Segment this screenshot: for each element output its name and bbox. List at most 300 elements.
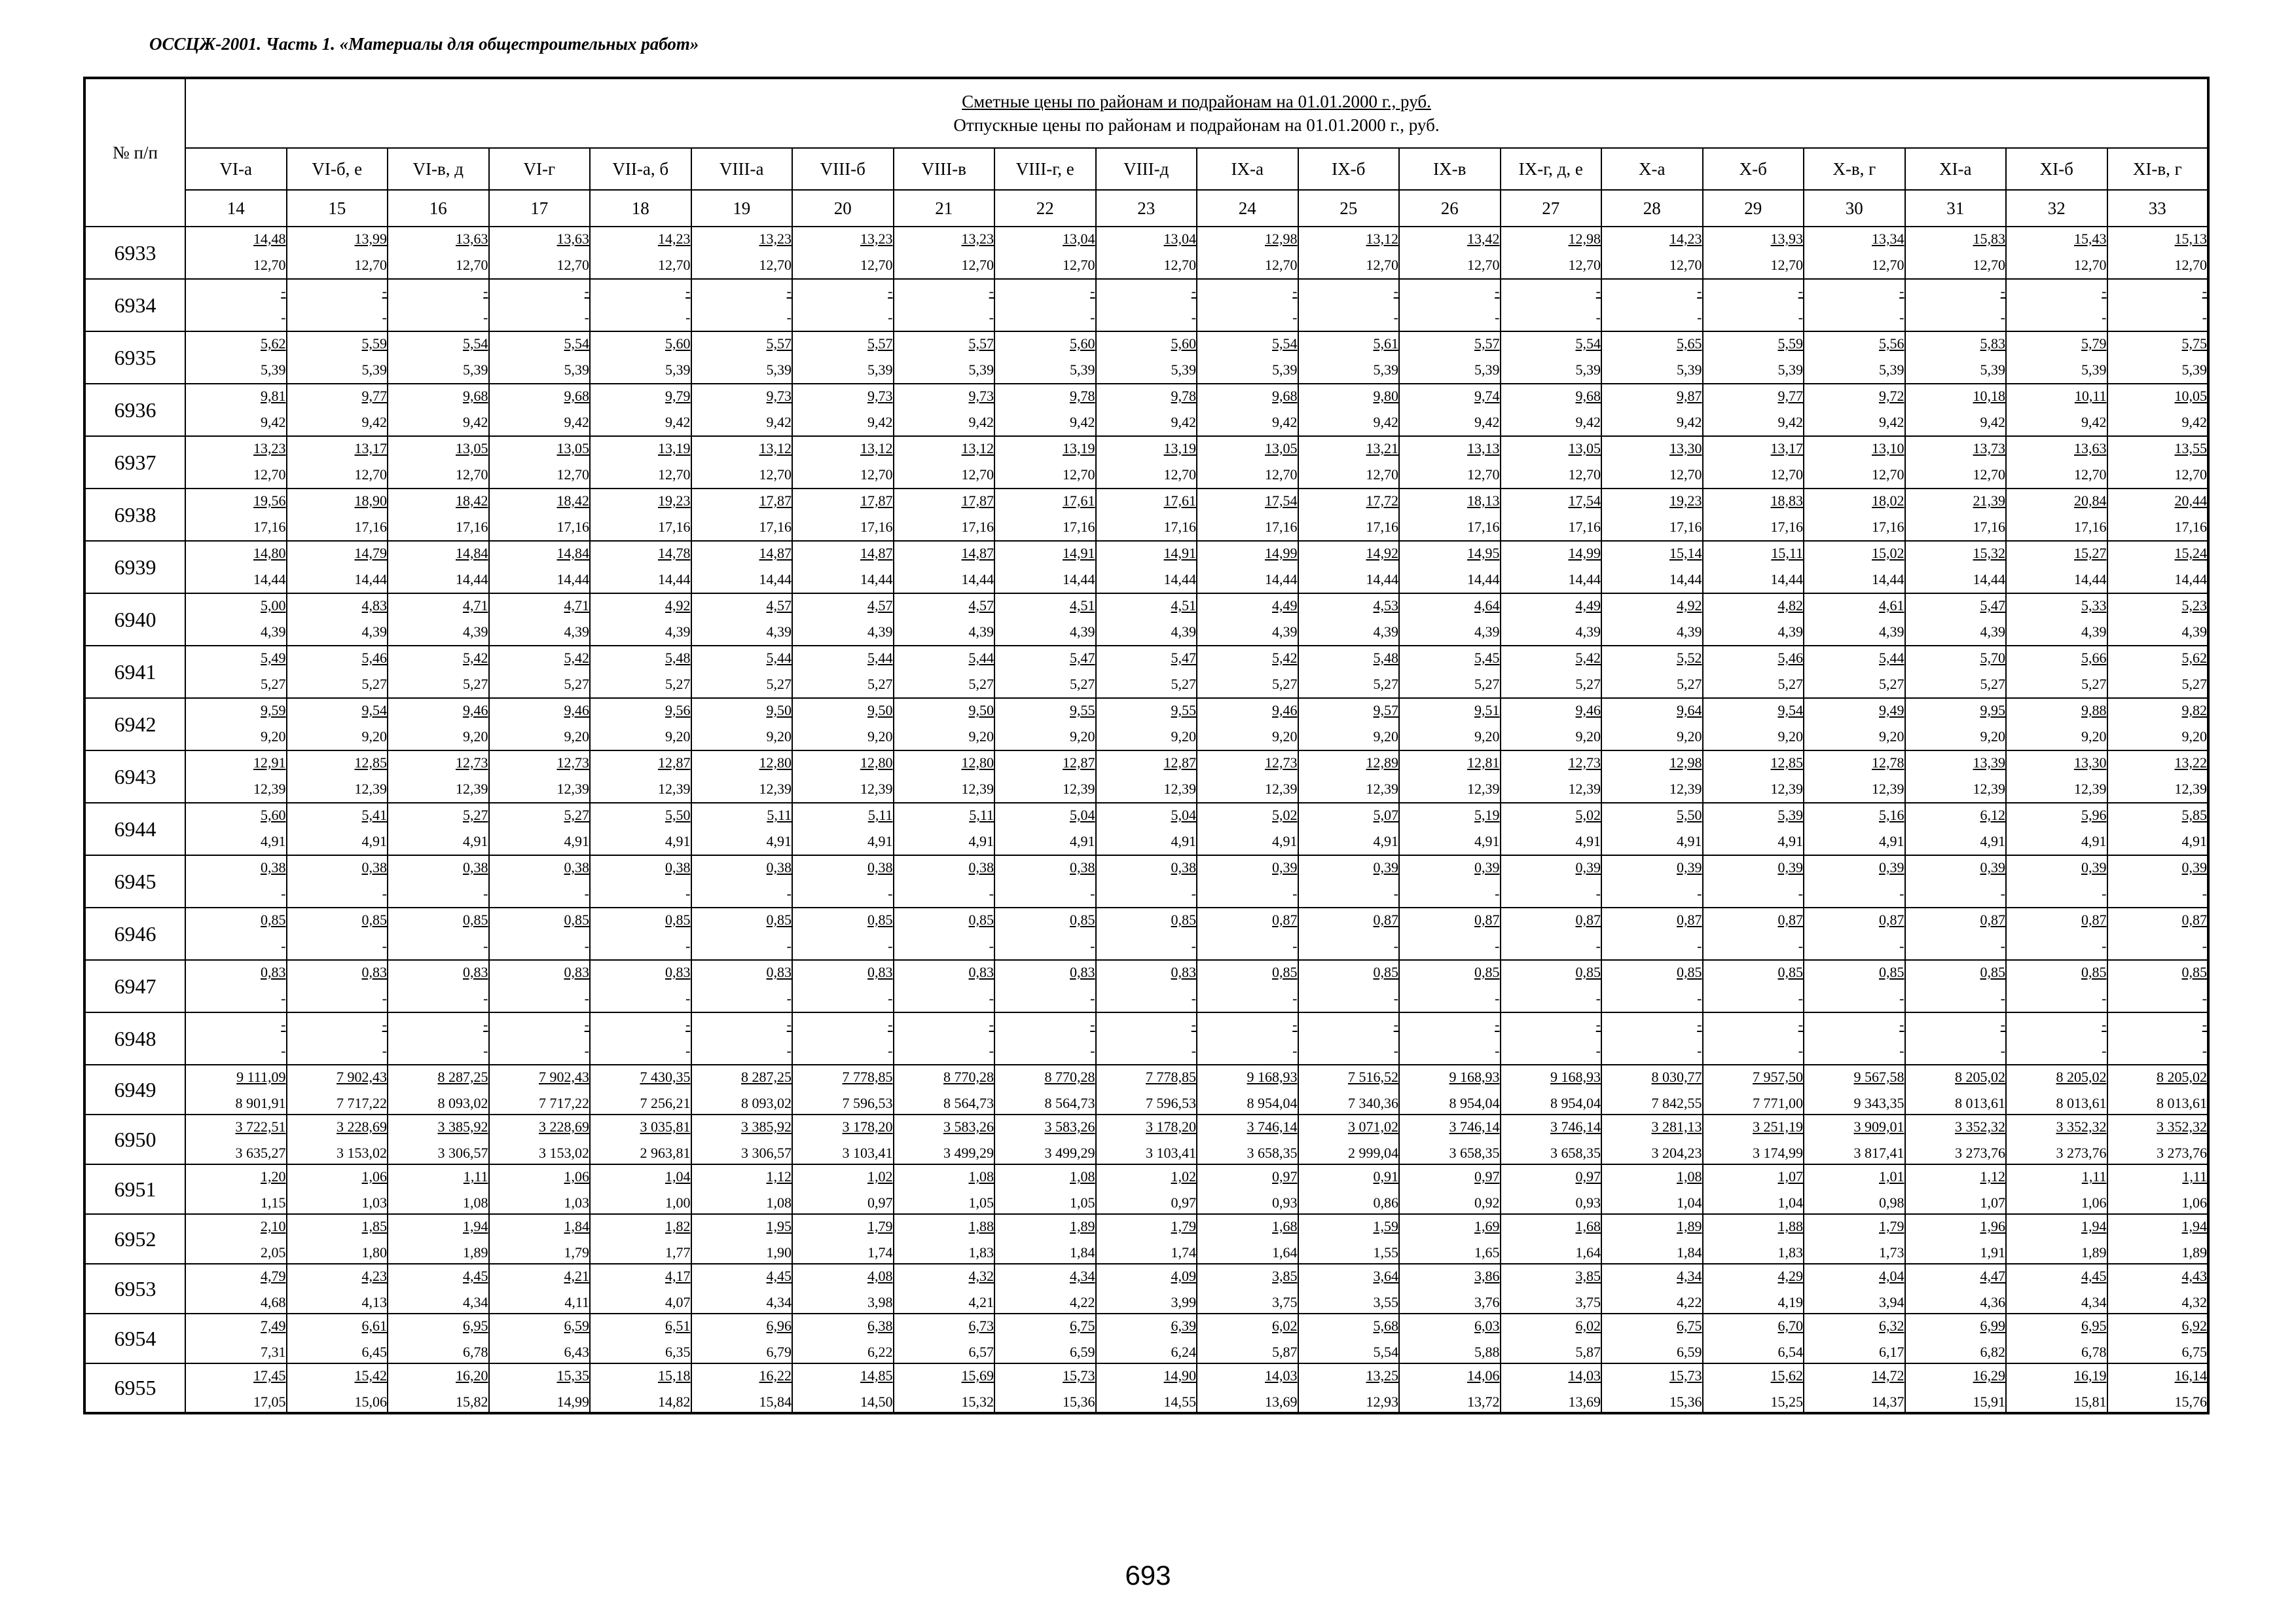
release-price: 17,16 bbox=[2174, 519, 2207, 535]
release-price: - bbox=[281, 885, 286, 902]
estimated-price: 0,38 bbox=[968, 859, 994, 876]
release-price: 5,88 bbox=[1474, 1344, 1500, 1360]
price-cell bbox=[1197, 646, 1298, 698]
estimated-price: 0,85 bbox=[1373, 964, 1398, 980]
release-price: - bbox=[1393, 885, 1398, 902]
estimated-price: 0,85 bbox=[1777, 964, 1803, 980]
estimated-price: 6,59 bbox=[564, 1318, 589, 1334]
price-cell bbox=[388, 803, 489, 855]
price-cell bbox=[1096, 750, 1197, 803]
release-price: 4,39 bbox=[2181, 623, 2207, 640]
price-cell bbox=[590, 1115, 691, 1164]
estimated-price: - bbox=[584, 1016, 589, 1033]
estimated-price: 18,02 bbox=[1872, 492, 1904, 509]
release-price: 9,42 bbox=[1980, 414, 2005, 430]
price-cell bbox=[1197, 908, 1298, 960]
price-cell bbox=[185, 750, 287, 803]
release-price: 14,44 bbox=[1265, 571, 1298, 587]
release-price: 9,20 bbox=[2181, 728, 2207, 745]
release-price: 17,16 bbox=[556, 519, 589, 535]
price-cell bbox=[1501, 541, 1602, 593]
release-price: - bbox=[1090, 309, 1095, 325]
release-price: 15,36 bbox=[1669, 1393, 1702, 1410]
price-cell bbox=[489, 593, 591, 646]
release-price: 5,27 bbox=[261, 676, 286, 692]
price-cell bbox=[1298, 698, 1400, 750]
estimated-price: 9,54 bbox=[1777, 702, 1803, 718]
release-price: 1,05 bbox=[968, 1194, 994, 1211]
estimated-price: 14,06 bbox=[1467, 1367, 1500, 1384]
release-price: 12,70 bbox=[1770, 257, 1803, 273]
column-number: 33 bbox=[2107, 190, 2209, 227]
release-price: 12,70 bbox=[253, 466, 286, 483]
release-price: 15,06 bbox=[354, 1393, 387, 1410]
release-price: 9,20 bbox=[463, 728, 488, 745]
release-price: 9 343,35 bbox=[1853, 1095, 1904, 1111]
release-price: 3,98 bbox=[867, 1294, 893, 1310]
row-number: 6937 bbox=[84, 436, 185, 489]
release-price: - bbox=[685, 938, 691, 954]
estimated-price: 6,95 bbox=[463, 1318, 488, 1334]
price-cell bbox=[2107, 1065, 2209, 1115]
estimated-price: 6,95 bbox=[2081, 1318, 2107, 1334]
release-price: 4,39 bbox=[1777, 623, 1803, 640]
release-price: 9,42 bbox=[1879, 414, 1904, 430]
estimated-price: 5,02 bbox=[1272, 807, 1298, 823]
estimated-price: 9,73 bbox=[867, 388, 893, 404]
price-cell bbox=[1197, 750, 1298, 803]
estimated-price: 1,79 bbox=[867, 1218, 893, 1234]
release-price: 12,70 bbox=[354, 466, 387, 483]
estimated-price: 0,97 bbox=[1474, 1168, 1500, 1185]
release-price: 14,44 bbox=[961, 571, 994, 587]
release-price: 15,25 bbox=[1770, 1393, 1803, 1410]
estimated-price: 5,96 bbox=[2081, 807, 2107, 823]
price-cell bbox=[185, 384, 287, 436]
estimated-price: 0,39 bbox=[1980, 859, 2005, 876]
release-price: 6,17 bbox=[1879, 1344, 1904, 1360]
release-price: 9,42 bbox=[665, 414, 691, 430]
estimated-price: 6,32 bbox=[1879, 1318, 1904, 1334]
estimated-price: 4,71 bbox=[463, 597, 488, 614]
release-price: 3,75 bbox=[1575, 1294, 1601, 1310]
price-cell bbox=[1399, 908, 1501, 960]
price-cell bbox=[994, 384, 1096, 436]
release-price: - bbox=[2102, 1043, 2107, 1059]
price-cell bbox=[1501, 331, 1602, 384]
release-price: 2,05 bbox=[261, 1244, 286, 1261]
release-price: 5,27 bbox=[1980, 676, 2005, 692]
estimated-price: 9,78 bbox=[1070, 388, 1095, 404]
estimated-price: 6,75 bbox=[1677, 1318, 1702, 1334]
release-price: - bbox=[1595, 1043, 1601, 1059]
price-cell bbox=[1703, 646, 1804, 698]
release-price: - bbox=[281, 1043, 286, 1059]
estimated-price: 15,42 bbox=[354, 1367, 387, 1384]
price-cell bbox=[2107, 908, 2209, 960]
estimated-price: 13,05 bbox=[1265, 440, 1298, 456]
price-cell bbox=[1501, 646, 1602, 698]
estimated-price: 9,50 bbox=[766, 702, 792, 718]
estimated-price: 9,51 bbox=[1474, 702, 1500, 718]
estimated-price: 4,29 bbox=[1777, 1268, 1803, 1284]
estimated-price: 13,19 bbox=[1063, 440, 1095, 456]
release-price: - bbox=[1697, 990, 1702, 1006]
estimated-price: 17,72 bbox=[1366, 492, 1398, 509]
estimated-price: 9,68 bbox=[564, 388, 589, 404]
estimated-price: 0,85 bbox=[1070, 912, 1095, 928]
release-price: - bbox=[888, 938, 893, 954]
release-price: 12,70 bbox=[456, 257, 488, 273]
price-cell bbox=[489, 960, 591, 1012]
estimated-price: 21,39 bbox=[1973, 492, 2005, 509]
release-price: - bbox=[989, 1043, 994, 1059]
release-price: - bbox=[2202, 309, 2207, 325]
release-price: 9,42 bbox=[1677, 414, 1702, 430]
release-price: - bbox=[1697, 938, 1702, 954]
release-price: 4,91 bbox=[361, 833, 387, 849]
release-price: 6,24 bbox=[1171, 1344, 1196, 1360]
estimated-price: - bbox=[1899, 283, 1904, 299]
estimated-price: 0,85 bbox=[564, 912, 589, 928]
release-price: 6,59 bbox=[1070, 1344, 1095, 1360]
release-price: 1,74 bbox=[867, 1244, 893, 1261]
release-price: 17,16 bbox=[1063, 519, 1095, 535]
estimated-price: 0,83 bbox=[968, 964, 994, 980]
row-number: 6934 bbox=[84, 279, 185, 331]
row-number: 6947 bbox=[84, 960, 185, 1012]
release-price: - bbox=[888, 1043, 893, 1059]
estimated-price: 0,83 bbox=[867, 964, 893, 980]
release-price: - bbox=[382, 990, 387, 1006]
release-price: 12,70 bbox=[1669, 466, 1702, 483]
release-price: 5,27 bbox=[867, 676, 893, 692]
estimated-price: 0,85 bbox=[968, 912, 994, 928]
release-price: 12,70 bbox=[2174, 257, 2207, 273]
estimated-price: 7 902,43 bbox=[539, 1069, 589, 1085]
release-price: - bbox=[1090, 885, 1095, 902]
price-cell bbox=[185, 541, 287, 593]
price-cell bbox=[185, 1363, 287, 1413]
price-cell bbox=[1703, 331, 1804, 384]
estimated-price: 5,57 bbox=[1474, 335, 1500, 352]
estimated-price: 4,47 bbox=[1980, 1268, 2005, 1284]
release-price: 1,64 bbox=[1575, 1244, 1601, 1261]
estimated-price: 9,46 bbox=[463, 702, 488, 718]
estimated-price: - bbox=[1393, 1016, 1398, 1033]
release-price: 12,39 bbox=[1669, 781, 1702, 797]
release-price: 9,42 bbox=[564, 414, 589, 430]
price-cell bbox=[1703, 803, 1804, 855]
release-price: - bbox=[382, 1043, 387, 1059]
price-cell bbox=[1501, 1115, 1602, 1164]
estimated-price: 9 168,93 bbox=[1247, 1069, 1298, 1085]
release-price: 12,39 bbox=[2074, 781, 2107, 797]
estimated-price: 7,49 bbox=[261, 1318, 286, 1334]
estimated-price: 4,45 bbox=[2081, 1268, 2107, 1284]
estimated-price: 1,06 bbox=[361, 1168, 387, 1185]
release-price: 3 499,29 bbox=[943, 1145, 994, 1161]
release-price: 6,78 bbox=[2081, 1344, 2107, 1360]
caption-row bbox=[84, 78, 2208, 148]
estimated-price: 7 778,85 bbox=[842, 1069, 893, 1085]
release-price: - bbox=[1495, 885, 1500, 902]
release-price: 4,07 bbox=[665, 1294, 691, 1310]
estimated-price: 1,95 bbox=[766, 1218, 792, 1234]
price-cell bbox=[1096, 1214, 1197, 1264]
release-price: 14,44 bbox=[1163, 571, 1196, 587]
price-cell bbox=[1298, 227, 1400, 279]
price-cell bbox=[691, 960, 793, 1012]
release-price: - bbox=[1191, 885, 1196, 902]
price-cell bbox=[1905, 489, 2007, 541]
price-cell bbox=[388, 489, 489, 541]
column-number: 32 bbox=[2006, 190, 2107, 227]
estimated-price: 5,60 bbox=[665, 335, 691, 352]
estimated-price: 5,54 bbox=[1575, 335, 1601, 352]
price-cell bbox=[1298, 279, 1400, 331]
release-price: 9,20 bbox=[1575, 728, 1601, 745]
release-price: 5,27 bbox=[1575, 676, 1601, 692]
price-cell bbox=[1399, 1264, 1501, 1314]
district-header: XI-б bbox=[2006, 148, 2107, 190]
release-price: 8 013,61 bbox=[2157, 1095, 2207, 1111]
price-cell bbox=[1804, 1214, 1905, 1264]
price-cell bbox=[489, 1214, 591, 1264]
price-cell bbox=[2006, 227, 2107, 279]
estimated-price: - bbox=[1292, 283, 1298, 299]
price-cell bbox=[1601, 279, 1703, 331]
column-number: 27 bbox=[1501, 190, 1602, 227]
price-cell bbox=[1197, 541, 1298, 593]
release-price: 14,44 bbox=[456, 571, 488, 587]
estimated-price: 13,23 bbox=[253, 440, 286, 456]
price-cell bbox=[2006, 593, 2107, 646]
price-cell bbox=[1197, 1314, 1298, 1363]
estimated-price: - bbox=[2000, 283, 2005, 299]
release-price: 1,04 bbox=[1677, 1194, 1702, 1211]
release-price: 17,16 bbox=[1872, 519, 1904, 535]
release-price: - bbox=[1292, 938, 1298, 954]
price-cell bbox=[590, 331, 691, 384]
price-cell bbox=[287, 1264, 388, 1314]
price-cell bbox=[287, 750, 388, 803]
price-cell bbox=[1501, 436, 1602, 489]
price-cell bbox=[2006, 1065, 2107, 1115]
table-row bbox=[84, 908, 2208, 960]
release-price: 4,13 bbox=[361, 1294, 387, 1310]
release-price: - bbox=[281, 309, 286, 325]
estimated-price: 13,17 bbox=[1770, 440, 1803, 456]
price-cell bbox=[894, 331, 995, 384]
release-price: 5,27 bbox=[1474, 676, 1500, 692]
release-price: 12,70 bbox=[658, 466, 691, 483]
price-cell bbox=[489, 1065, 591, 1115]
release-price: 14,50 bbox=[860, 1393, 893, 1410]
price-cell bbox=[2006, 646, 2107, 698]
estimated-price: 1,94 bbox=[2081, 1218, 2107, 1234]
estimated-price: 1,11 bbox=[2182, 1168, 2207, 1185]
release-price: 12,70 bbox=[658, 257, 691, 273]
release-price: 1,03 bbox=[361, 1194, 387, 1211]
price-cell bbox=[691, 698, 793, 750]
release-price: 12,39 bbox=[1973, 781, 2005, 797]
release-price: 14,44 bbox=[759, 571, 792, 587]
release-price: 13,72 bbox=[1467, 1393, 1500, 1410]
price-cell bbox=[489, 489, 591, 541]
price-cell bbox=[1298, 1264, 1400, 1314]
price-cell bbox=[2107, 803, 2209, 855]
estimated-price: - bbox=[685, 1016, 691, 1033]
release-price: 9,20 bbox=[261, 728, 286, 745]
price-cell bbox=[994, 1214, 1096, 1264]
price-cell bbox=[1298, 541, 1400, 593]
estimated-price: 5,54 bbox=[564, 335, 589, 352]
estimated-price: 15,24 bbox=[2174, 545, 2207, 561]
price-cell bbox=[1501, 960, 1602, 1012]
price-cell bbox=[1703, 436, 1804, 489]
release-price: 1,15 bbox=[261, 1194, 286, 1211]
estimated-price: 8 205,02 bbox=[2056, 1069, 2107, 1085]
release-price: 5,39 bbox=[867, 361, 893, 378]
estimated-price: 3 352,32 bbox=[2056, 1118, 2107, 1135]
price-cell bbox=[1804, 1012, 1905, 1065]
estimated-price: 0,83 bbox=[463, 964, 488, 980]
price-cell bbox=[489, 1164, 591, 1214]
price-cell bbox=[1197, 436, 1298, 489]
price-cell bbox=[185, 698, 287, 750]
release-price: 4,39 bbox=[1980, 623, 2005, 640]
price-cell bbox=[388, 436, 489, 489]
estimated-price: 5,52 bbox=[1677, 650, 1702, 666]
price-cell bbox=[590, 908, 691, 960]
price-cell bbox=[1298, 803, 1400, 855]
estimated-price: 0,85 bbox=[361, 912, 387, 928]
release-price: 1,80 bbox=[361, 1244, 387, 1261]
release-price: - bbox=[584, 938, 589, 954]
column-number: 16 bbox=[388, 190, 489, 227]
price-cell bbox=[1804, 331, 1905, 384]
price-cell bbox=[1197, 1264, 1298, 1314]
price-cell bbox=[590, 1065, 691, 1115]
price-cell bbox=[590, 593, 691, 646]
price-cell bbox=[994, 1164, 1096, 1214]
release-price: 12,70 bbox=[1366, 466, 1398, 483]
release-price: 12,70 bbox=[253, 257, 286, 273]
release-price: 8 093,02 bbox=[741, 1095, 792, 1111]
price-cell bbox=[2006, 331, 2107, 384]
release-price: 8 954,04 bbox=[1247, 1095, 1298, 1111]
estimated-price: 8 287,25 bbox=[741, 1069, 792, 1085]
release-price: 1,89 bbox=[2181, 1244, 2207, 1261]
price-cell bbox=[994, 489, 1096, 541]
estimated-price: 0,39 bbox=[2081, 859, 2107, 876]
price-cell bbox=[2006, 803, 2107, 855]
estimated-price: 3 178,20 bbox=[842, 1118, 893, 1135]
price-cell bbox=[1096, 1363, 1197, 1413]
release-price: 1,89 bbox=[463, 1244, 488, 1261]
price-cell bbox=[2107, 541, 2209, 593]
release-price: 9,42 bbox=[968, 414, 994, 430]
price-cell bbox=[185, 331, 287, 384]
estimated-price: 12,87 bbox=[658, 754, 691, 771]
price-cell bbox=[2006, 436, 2107, 489]
price-cell bbox=[1804, 698, 1905, 750]
price-cell bbox=[590, 384, 691, 436]
price-cell bbox=[1399, 803, 1501, 855]
release-price: 17,16 bbox=[1568, 519, 1601, 535]
price-cell bbox=[1197, 803, 1298, 855]
table-row bbox=[84, 227, 2208, 279]
district-header: VII-а, б bbox=[590, 148, 691, 190]
estimated-price: 0,87 bbox=[1879, 912, 1904, 928]
estimated-price: 5,54 bbox=[463, 335, 488, 352]
price-cell bbox=[1399, 646, 1501, 698]
price-cell bbox=[1298, 1164, 1400, 1214]
price-cell bbox=[1197, 1012, 1298, 1065]
release-price: 1,91 bbox=[1980, 1244, 2005, 1261]
price-cell bbox=[1703, 489, 1804, 541]
price-cell bbox=[185, 1115, 287, 1164]
release-price: 12,39 bbox=[759, 781, 792, 797]
release-price: - bbox=[888, 309, 893, 325]
price-cell bbox=[1703, 1012, 1804, 1065]
estimated-price: 5,47 bbox=[1070, 650, 1095, 666]
release-price: 1,89 bbox=[2081, 1244, 2107, 1261]
release-price: 12,70 bbox=[1568, 466, 1601, 483]
estimated-price: 12,98 bbox=[1568, 231, 1601, 247]
estimated-price: 0,39 bbox=[1677, 859, 1702, 876]
release-price: 12,70 bbox=[1063, 257, 1095, 273]
estimated-price: 12,78 bbox=[1872, 754, 1904, 771]
estimated-price: - bbox=[281, 283, 286, 299]
price-cell bbox=[388, 698, 489, 750]
release-price: 15,32 bbox=[961, 1393, 994, 1410]
release-price: 5,27 bbox=[968, 676, 994, 692]
estimated-price: 9 168,93 bbox=[1550, 1069, 1601, 1085]
estimated-price: 1,89 bbox=[1070, 1218, 1095, 1234]
price-cell bbox=[2006, 908, 2107, 960]
release-price: 9,20 bbox=[766, 728, 792, 745]
price-cell bbox=[1096, 593, 1197, 646]
release-price: - bbox=[2102, 885, 2107, 902]
release-price: 1,08 bbox=[766, 1194, 792, 1211]
release-price: 6,79 bbox=[766, 1344, 792, 1360]
release-price: 3,94 bbox=[1879, 1294, 1904, 1310]
price-cell bbox=[1601, 960, 1703, 1012]
estimated-price: 15,73 bbox=[1063, 1367, 1095, 1384]
price-cell bbox=[1703, 855, 1804, 908]
estimated-price: 3 746,14 bbox=[1550, 1118, 1601, 1135]
price-cell bbox=[1601, 698, 1703, 750]
price-cell bbox=[590, 855, 691, 908]
price-cell bbox=[489, 698, 591, 750]
column-number: 24 bbox=[1197, 190, 1298, 227]
estimated-price: 17,61 bbox=[1063, 492, 1095, 509]
release-price: 1,65 bbox=[1474, 1244, 1500, 1261]
caption-estimated-prices: Сметные цены по районам и подрайонам на 01.01.2000 г., руб. bbox=[962, 92, 1431, 111]
price-cell bbox=[1399, 436, 1501, 489]
price-cell bbox=[388, 1065, 489, 1115]
estimated-price: 5,27 bbox=[564, 807, 589, 823]
price-cell bbox=[287, 1065, 388, 1115]
price-cell bbox=[1601, 1363, 1703, 1413]
estimated-price: 9,78 bbox=[1171, 388, 1196, 404]
row-number: 6946 bbox=[84, 908, 185, 960]
price-cell bbox=[2006, 1314, 2107, 1363]
column-number: 25 bbox=[1298, 190, 1400, 227]
estimated-price: - bbox=[888, 1016, 893, 1033]
